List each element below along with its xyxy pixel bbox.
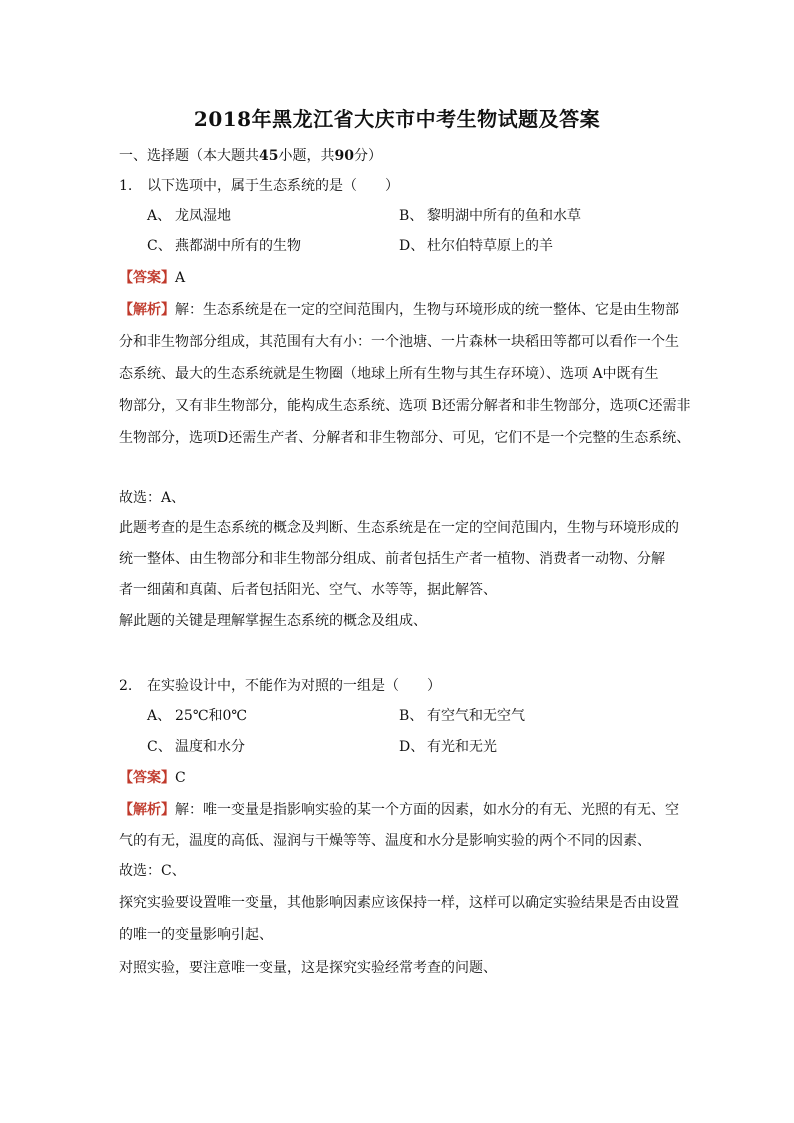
question-number: 2. — [119, 678, 133, 694]
section-count: 45 — [259, 148, 279, 164]
option-text: 杜尔伯特草原上的羊 — [427, 238, 553, 254]
q1-option-d — [399, 236, 553, 256]
analysis-text: 解：生态系统是在一定的空间范围内，生物与环境形成的统一整体、它是由生物部 — [175, 302, 679, 318]
option-letter: D、 — [399, 238, 425, 254]
question-number: 1. — [119, 178, 133, 194]
answer-value: C — [175, 770, 186, 786]
answer-value: A — [175, 270, 186, 286]
q1-analysis-line: 态系统、最大的生态系统就是生物圈（地球上所有生物与其生存环境）、选项 A中既有生 — [119, 366, 659, 382]
q1-analysis-line: 物部分，又有非生物部分，能构成生态系统、选项 B还需分解者和非生物部分，选项C还需非 — [119, 398, 691, 414]
q1-answer — [119, 268, 689, 288]
q1-choose: 故选：A、 — [119, 490, 186, 506]
q1-note-line: 统一整体、由生物部分和非生物部分组成、前者包括生产者一植物、消费者一动物、分解 — [119, 551, 665, 567]
q2-option-b — [399, 706, 525, 726]
option-text: 龙凤湿地 — [175, 208, 231, 224]
q1-option-b — [399, 206, 581, 226]
q1-analysis-line: 生物部分，选项D还需生产者、分解者和非生物部分、可见，它们不是一个完整的生态系统、 — [119, 430, 691, 446]
q2-analysis-line: 气的有无，温度的高低、湿润与干燥等等、温度和水分是影响实验的两个不同的因素、 — [119, 833, 651, 849]
section-heading — [119, 146, 689, 166]
q2-option-c — [147, 737, 245, 757]
option-letter: A、 — [147, 208, 172, 224]
option-text: 温度和水分 — [175, 739, 245, 755]
question-text: 以下选项中，属于生态系统的是（ ） — [147, 178, 399, 194]
analysis-tag: 【解析】 — [119, 802, 175, 818]
q2-choose: 故选：C、 — [119, 863, 186, 879]
section-prefix: 一、选择题（本大题共 — [119, 148, 259, 164]
section-mid: 小题，共 — [278, 148, 335, 164]
option-text: 黎明湖中所有的鱼和水草 — [427, 208, 581, 224]
q2-answer — [119, 768, 689, 788]
option-letter: C、 — [147, 739, 172, 755]
q1-option-a — [147, 206, 231, 226]
q2-option-a — [147, 706, 247, 726]
option-letter: B、 — [399, 708, 424, 724]
option-letter: B、 — [399, 208, 424, 224]
option-letter: A、 — [147, 708, 172, 724]
answer-tag: 【答案】 — [119, 770, 175, 786]
option-text: 有光和无光 — [427, 739, 497, 755]
q2-analysis-line — [119, 800, 689, 820]
q1-note-line: 解此题的关键是理解掌握生态系统的概念及组成、 — [119, 613, 427, 629]
section-score: 90 — [334, 148, 354, 164]
option-letter: C、 — [147, 238, 172, 254]
q1-note-line: 此题考查的是生态系统的概念及判断、生态系统是在一定的空间范围内，生物与环境形成的 — [119, 520, 679, 536]
option-text: 有空气和无空气 — [427, 708, 525, 724]
analysis-tag: 【解析】 — [119, 302, 175, 318]
q2-note-line: 对照实验，要注意唯一变量，这是探究实验经常考查的问题、 — [119, 960, 497, 976]
option-text: 燕都湖中所有的生物 — [175, 238, 301, 254]
q1-analysis-line: 分和非生物部分组成，其范围有大有小：一个池塘、一片森林一块稻田等都可以看作一个生 — [119, 334, 679, 350]
option-text: 25℃和0℃ — [175, 708, 248, 724]
q1-analysis-line — [119, 300, 689, 320]
option-letter: D、 — [399, 739, 425, 755]
page-title: 2018年黑龙江省大庆市中考生物试题及答案 — [193, 107, 601, 131]
question-1-stem — [119, 176, 689, 196]
analysis-text: 解：唯一变量是指影响实验的某一个方面的因素，如水分的有无、光照的有无、空 — [175, 802, 679, 818]
q1-option-c — [147, 236, 301, 256]
q2-note-line: 探究实验要设置唯一变量，其他影响因素应该保持一样，这样可以确定实验结果是否由设置 — [119, 895, 679, 911]
question-2-stem — [119, 676, 689, 696]
section-suffix: 分） — [353, 148, 382, 164]
q1-note-line: 者一细菌和真菌、后者包括阳光、空气、水等等，据此解答、 — [119, 582, 497, 598]
question-text: 在实验设计中，不能作为对照的一组是（ ） — [147, 678, 441, 694]
q2-option-d — [399, 737, 497, 757]
answer-tag: 【答案】 — [119, 270, 175, 286]
q2-note-line: 的唯一的变量影响引起、 — [119, 927, 273, 943]
